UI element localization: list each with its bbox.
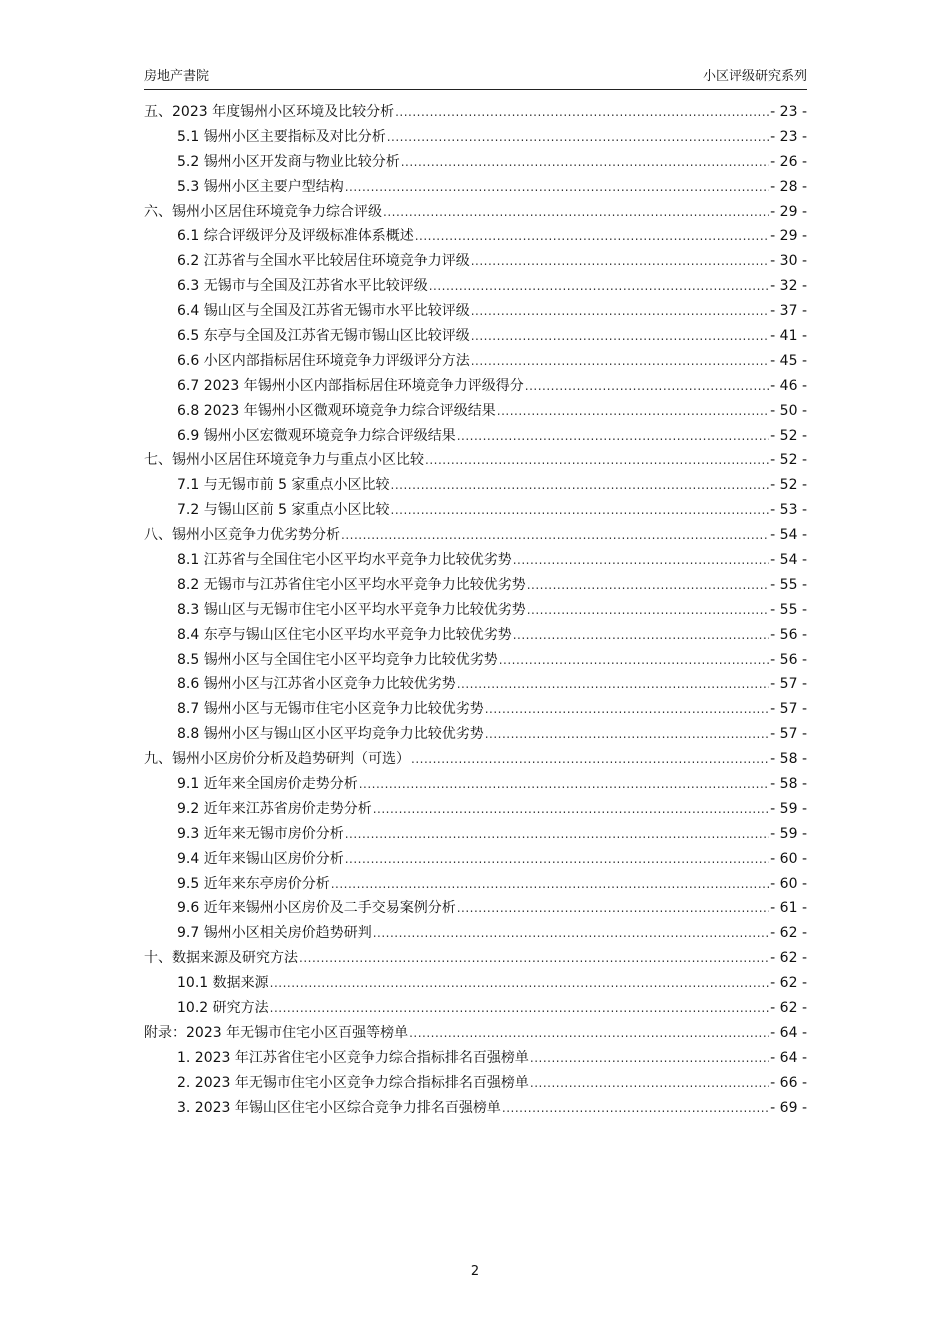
- toc-dot-leader: [471, 249, 769, 274]
- toc-section-entry[interactable]: [144, 125, 807, 150]
- toc-dot-leader: [409, 1021, 769, 1046]
- toc-entry-title: 3. 2023 年锡山区住宅小区综合竞争力排名百强榜单: [177, 1099, 501, 1116]
- toc-section-entry[interactable]: [144, 1096, 807, 1121]
- toc-entry-page: - 55 -: [770, 601, 807, 618]
- toc-section-entry[interactable]: [144, 921, 807, 946]
- toc-dot-leader: [395, 100, 769, 125]
- toc-entry-title: 5.1 锡州小区主要指标及对比分析: [177, 128, 386, 145]
- toc-section-entry[interactable]: [144, 150, 807, 175]
- toc-section-entry[interactable]: [144, 598, 807, 623]
- toc-dot-leader: [457, 424, 769, 449]
- toc-chapter-entry[interactable]: [144, 946, 807, 971]
- header-divider: [144, 89, 807, 90]
- toc-section-entry[interactable]: [144, 424, 807, 449]
- toc-entry-page: - 61 -: [770, 900, 807, 917]
- toc-entry-title: 9.7 锡州小区相关房价趋势研判: [177, 925, 372, 942]
- toc-chapter-entry[interactable]: [144, 523, 807, 548]
- toc-section-entry[interactable]: [144, 996, 807, 1021]
- toc-entry-page: - 56 -: [770, 651, 807, 668]
- toc-entry-title: 七、锡州小区居住环境竞争力与重点小区比较: [144, 452, 424, 469]
- toc-section-entry[interactable]: [144, 822, 807, 847]
- toc-entry-page: - 64 -: [770, 1049, 807, 1066]
- toc-entry-title: 8.3 锡山区与无锡市住宅小区平均水平竞争力比较优劣势: [177, 601, 526, 618]
- page-header: [144, 66, 807, 88]
- toc-section-entry[interactable]: [144, 872, 807, 897]
- header-publisher: 房地产書院: [144, 69, 210, 84]
- toc-entry-title: 6.1 综合评级评分及评级标准体系概述: [177, 228, 414, 245]
- toc-dot-leader: [359, 772, 769, 797]
- toc-entry-page: - 60 -: [770, 850, 807, 867]
- toc-entry-page: - 55 -: [770, 576, 807, 593]
- toc-entry-title: 十、数据来源及研究方法: [144, 950, 298, 967]
- header-series-title: 小区评级研究系列: [702, 69, 807, 84]
- toc-entry-title: 5.3 锡州小区主要户型结构: [177, 178, 344, 195]
- toc-entry-page: - 62 -: [770, 925, 807, 942]
- toc-section-entry[interactable]: [144, 971, 807, 996]
- toc-entry-title: 8.1 江苏省与全国住宅小区平均水平竞争力比较优劣势: [177, 552, 512, 569]
- page-number: 2: [470, 1264, 480, 1279]
- toc-section-entry[interactable]: [144, 175, 807, 200]
- toc-entry-title: 8.7 锡州小区与无锡市住宅小区竞争力比较优劣势: [177, 701, 484, 718]
- toc-dot-leader: [527, 598, 769, 623]
- toc-section-entry[interactable]: [144, 324, 807, 349]
- toc-entry-page: - 57 -: [770, 701, 807, 718]
- toc-entry-page: - 54 -: [770, 527, 807, 544]
- toc-entry-title: 附录：2023 年无锡市住宅小区百强等榜单: [144, 1024, 409, 1041]
- toc-entry-title: 5.2 锡州小区开发商与物业比较分析: [177, 153, 400, 170]
- toc-entry-page: - 62 -: [770, 1000, 807, 1017]
- toc-dot-leader: [499, 648, 769, 673]
- toc-dot-leader: [425, 448, 769, 473]
- toc-entry-title: 7.2 与锡山区前 5 家重点小区比较: [177, 502, 390, 519]
- toc-entry-page: - 62 -: [770, 950, 807, 967]
- toc-section-entry[interactable]: [144, 399, 807, 424]
- toc-section-entry[interactable]: [144, 299, 807, 324]
- toc-entry-title: 9.2 近年来江苏省房价走势分析: [177, 800, 372, 817]
- toc-entry-page: - 56 -: [770, 626, 807, 643]
- toc-dot-leader: [341, 523, 769, 548]
- toc-section-entry[interactable]: [144, 349, 807, 374]
- toc-entry-page: - 50 -: [770, 402, 807, 419]
- toc-entry-page: - 41 -: [770, 328, 807, 344]
- toc-section-entry[interactable]: [144, 374, 807, 399]
- toc-entry-page: - 23 -: [770, 128, 807, 145]
- toc-dot-leader: [391, 473, 770, 498]
- toc-dot-leader: [345, 175, 769, 200]
- toc-entry-page: - 53 -: [770, 502, 807, 519]
- toc-dot-leader: [299, 946, 769, 971]
- toc-entry-page: - 52 -: [770, 477, 807, 494]
- toc-dot-leader: [457, 672, 769, 697]
- toc-entry-title: 9.1 近年来全国房价走势分析: [177, 776, 358, 793]
- toc-entry-title: 8.8 锡州小区与锡山区小区平均竞争力比较优劣势: [177, 726, 484, 743]
- toc-entry-title: 10.2 研究方法: [177, 1000, 269, 1017]
- toc-dot-leader: [270, 971, 770, 996]
- toc-chapter-entry[interactable]: [144, 448, 807, 473]
- toc-section-entry[interactable]: [144, 249, 807, 274]
- toc-entry-page: - 58 -: [770, 751, 807, 768]
- toc-entry-page: - 58 -: [770, 776, 807, 793]
- toc-section-entry[interactable]: [144, 672, 807, 697]
- toc-dot-leader: [502, 1096, 769, 1121]
- toc-entry-title: 九、锡州小区房价分析及趋势研判（可选）: [144, 751, 410, 768]
- toc-entry-page: - 37 -: [770, 303, 807, 320]
- toc-entry-title: 1. 2023 年江苏省住宅小区竞争力综合指标排名百强榜单: [177, 1049, 529, 1066]
- toc-section-entry[interactable]: [144, 623, 807, 648]
- toc-entry-title: 6.7 2023 年锡州小区内部指标居住环境竞争力评级得分: [177, 377, 524, 394]
- toc-dot-leader: [383, 200, 769, 225]
- toc-section-entry[interactable]: [144, 697, 807, 722]
- toc-entry-title: 7.1 与无锡市前 5 家重点小区比较: [177, 477, 390, 494]
- toc-entry-title: 8.2 无锡市与江苏省住宅小区平均水平竞争力比较优劣势: [177, 576, 526, 593]
- toc-chapter-entry[interactable]: [144, 200, 807, 225]
- toc-entry-title: 6.3 无锡市与全国及江苏省水平比较评级: [177, 278, 428, 295]
- toc-entry-page: - 66 -: [770, 1074, 807, 1091]
- toc-entry-page: - 23 -: [770, 103, 807, 120]
- toc-entry-title: 6.9 锡州小区宏微观环境竞争力综合评级结果: [177, 427, 456, 444]
- toc-entry-title: 2. 2023 年无锡市住宅小区竞争力综合指标排名百强榜单: [177, 1074, 529, 1091]
- toc-chapter-entry[interactable]: [144, 1021, 807, 1046]
- toc-entry-title: 6.8 2023 年锡州小区微观环境竞争力综合评级结果: [177, 402, 496, 419]
- toc-chapter-entry[interactable]: [144, 100, 807, 125]
- toc-entry-page: - 52 -: [770, 452, 807, 469]
- toc-dot-leader: [530, 1071, 769, 1096]
- toc-dot-leader: [457, 896, 769, 921]
- toc-entry-page: - 30 -: [770, 253, 807, 270]
- toc-entry-title: 六、锡州小区居住环境竞争力综合评级: [144, 203, 382, 220]
- toc-section-entry[interactable]: [144, 897, 807, 922]
- toc-entry-title: 五、2023 年度锡州小区环境及比较分析: [144, 103, 395, 120]
- toc-dot-leader: [331, 872, 769, 897]
- toc-dot-leader: [373, 921, 769, 946]
- toc-entry-title: 9.4 近年来锡山区房价分析: [177, 850, 344, 867]
- toc-entry-page: - 45 -: [770, 352, 807, 369]
- toc-dot-leader: [497, 399, 769, 424]
- toc-dot-leader: [485, 697, 769, 722]
- toc-entry-page: - 59 -: [770, 825, 807, 842]
- toc-dot-leader: [527, 573, 769, 598]
- toc-dot-leader: [513, 548, 769, 573]
- toc-entry-page: - 32 -: [770, 278, 807, 295]
- toc-entry-page: - 29 -: [770, 228, 807, 245]
- toc-section-entry[interactable]: [144, 847, 807, 872]
- toc-section-entry[interactable]: [144, 772, 807, 797]
- toc-entry-title: 9.6 近年来锡州小区房价及二手交易案例分析: [177, 900, 456, 917]
- toc-entry-title: 8.6 锡州小区与江苏省小区竞争力比较优劣势: [177, 676, 456, 693]
- toc-dot-leader: [401, 150, 769, 175]
- toc-dot-leader: [270, 996, 770, 1021]
- toc-dot-leader: [485, 722, 769, 747]
- toc-entry-page: - 57 -: [770, 726, 807, 743]
- toc-entry-page: - 28 -: [770, 178, 807, 195]
- toc-section-entry[interactable]: [144, 722, 807, 747]
- toc-dot-leader: [391, 498, 770, 523]
- toc-entry-title: 9.5 近年来东亭房价分析: [177, 875, 330, 892]
- toc-entry-page: - 52 -: [770, 427, 807, 444]
- toc-dot-leader: [525, 374, 769, 399]
- toc-entry-title: 6.6 小区内部指标居住环境竞争力评级评分方法: [177, 352, 470, 369]
- toc-entry-title: 9.3 近年来无锡市房价分析: [177, 825, 344, 842]
- toc-entry-page: - 59 -: [770, 800, 807, 817]
- table-of-contents: [144, 100, 807, 1121]
- toc-dot-leader: [471, 349, 769, 374]
- toc-dot-leader: [345, 847, 769, 872]
- toc-dot-leader: [471, 324, 769, 349]
- toc-section-entry[interactable]: [144, 473, 807, 498]
- toc-section-entry[interactable]: [144, 224, 807, 249]
- toc-section-entry[interactable]: [144, 648, 807, 673]
- toc-entry-title: 八、锡州小区竞争力优劣势分析: [144, 527, 340, 544]
- toc-entry-title: 8.4 东亭与锡山区住宅小区平均水平竞争力比较优劣势: [177, 626, 512, 643]
- toc-section-entry[interactable]: [144, 573, 807, 598]
- toc-section-entry[interactable]: [144, 498, 807, 523]
- toc-entry-title: 8.5 锡州小区与全国住宅小区平均竞争力比较优劣势: [177, 651, 498, 668]
- toc-dot-leader: [411, 747, 769, 772]
- toc-dot-leader: [387, 125, 769, 150]
- toc-entry-page: - 26 -: [770, 153, 807, 170]
- toc-entry-title: 10.1 数据来源: [177, 975, 269, 992]
- toc-section-entry[interactable]: [144, 797, 807, 822]
- toc-entry-page: - 29 -: [770, 203, 807, 220]
- toc-entry-title: 6.2 江苏省与全国水平比较居住环境竞争力评级: [177, 253, 470, 270]
- toc-entry-title: 6.5 东亭与全国及江苏省无锡市锡山区比较评级: [177, 328, 470, 344]
- toc-dot-leader: [530, 1046, 769, 1071]
- toc-dot-leader: [429, 274, 769, 299]
- toc-section-entry[interactable]: [144, 1046, 807, 1071]
- toc-dot-leader: [415, 224, 769, 249]
- toc-entry-title: 6.4 锡山区与全国及江苏省无锡市水平比较评级: [177, 303, 470, 320]
- toc-entry-page: - 60 -: [770, 875, 807, 892]
- toc-dot-leader: [345, 822, 769, 847]
- toc-entry-page: - 57 -: [770, 676, 807, 693]
- toc-entry-page: - 64 -: [770, 1024, 807, 1041]
- toc-section-entry[interactable]: [144, 274, 807, 299]
- toc-dot-leader: [471, 299, 769, 324]
- toc-section-entry[interactable]: [144, 1071, 807, 1096]
- toc-entry-page: - 54 -: [770, 552, 807, 569]
- toc-entry-page: - 69 -: [770, 1099, 807, 1116]
- toc-dot-leader: [513, 623, 769, 648]
- toc-section-entry[interactable]: [144, 548, 807, 573]
- toc-entry-page: - 46 -: [770, 377, 807, 394]
- toc-chapter-entry[interactable]: [144, 747, 807, 772]
- toc-dot-leader: [373, 797, 769, 822]
- toc-entry-page: - 62 -: [770, 975, 807, 992]
